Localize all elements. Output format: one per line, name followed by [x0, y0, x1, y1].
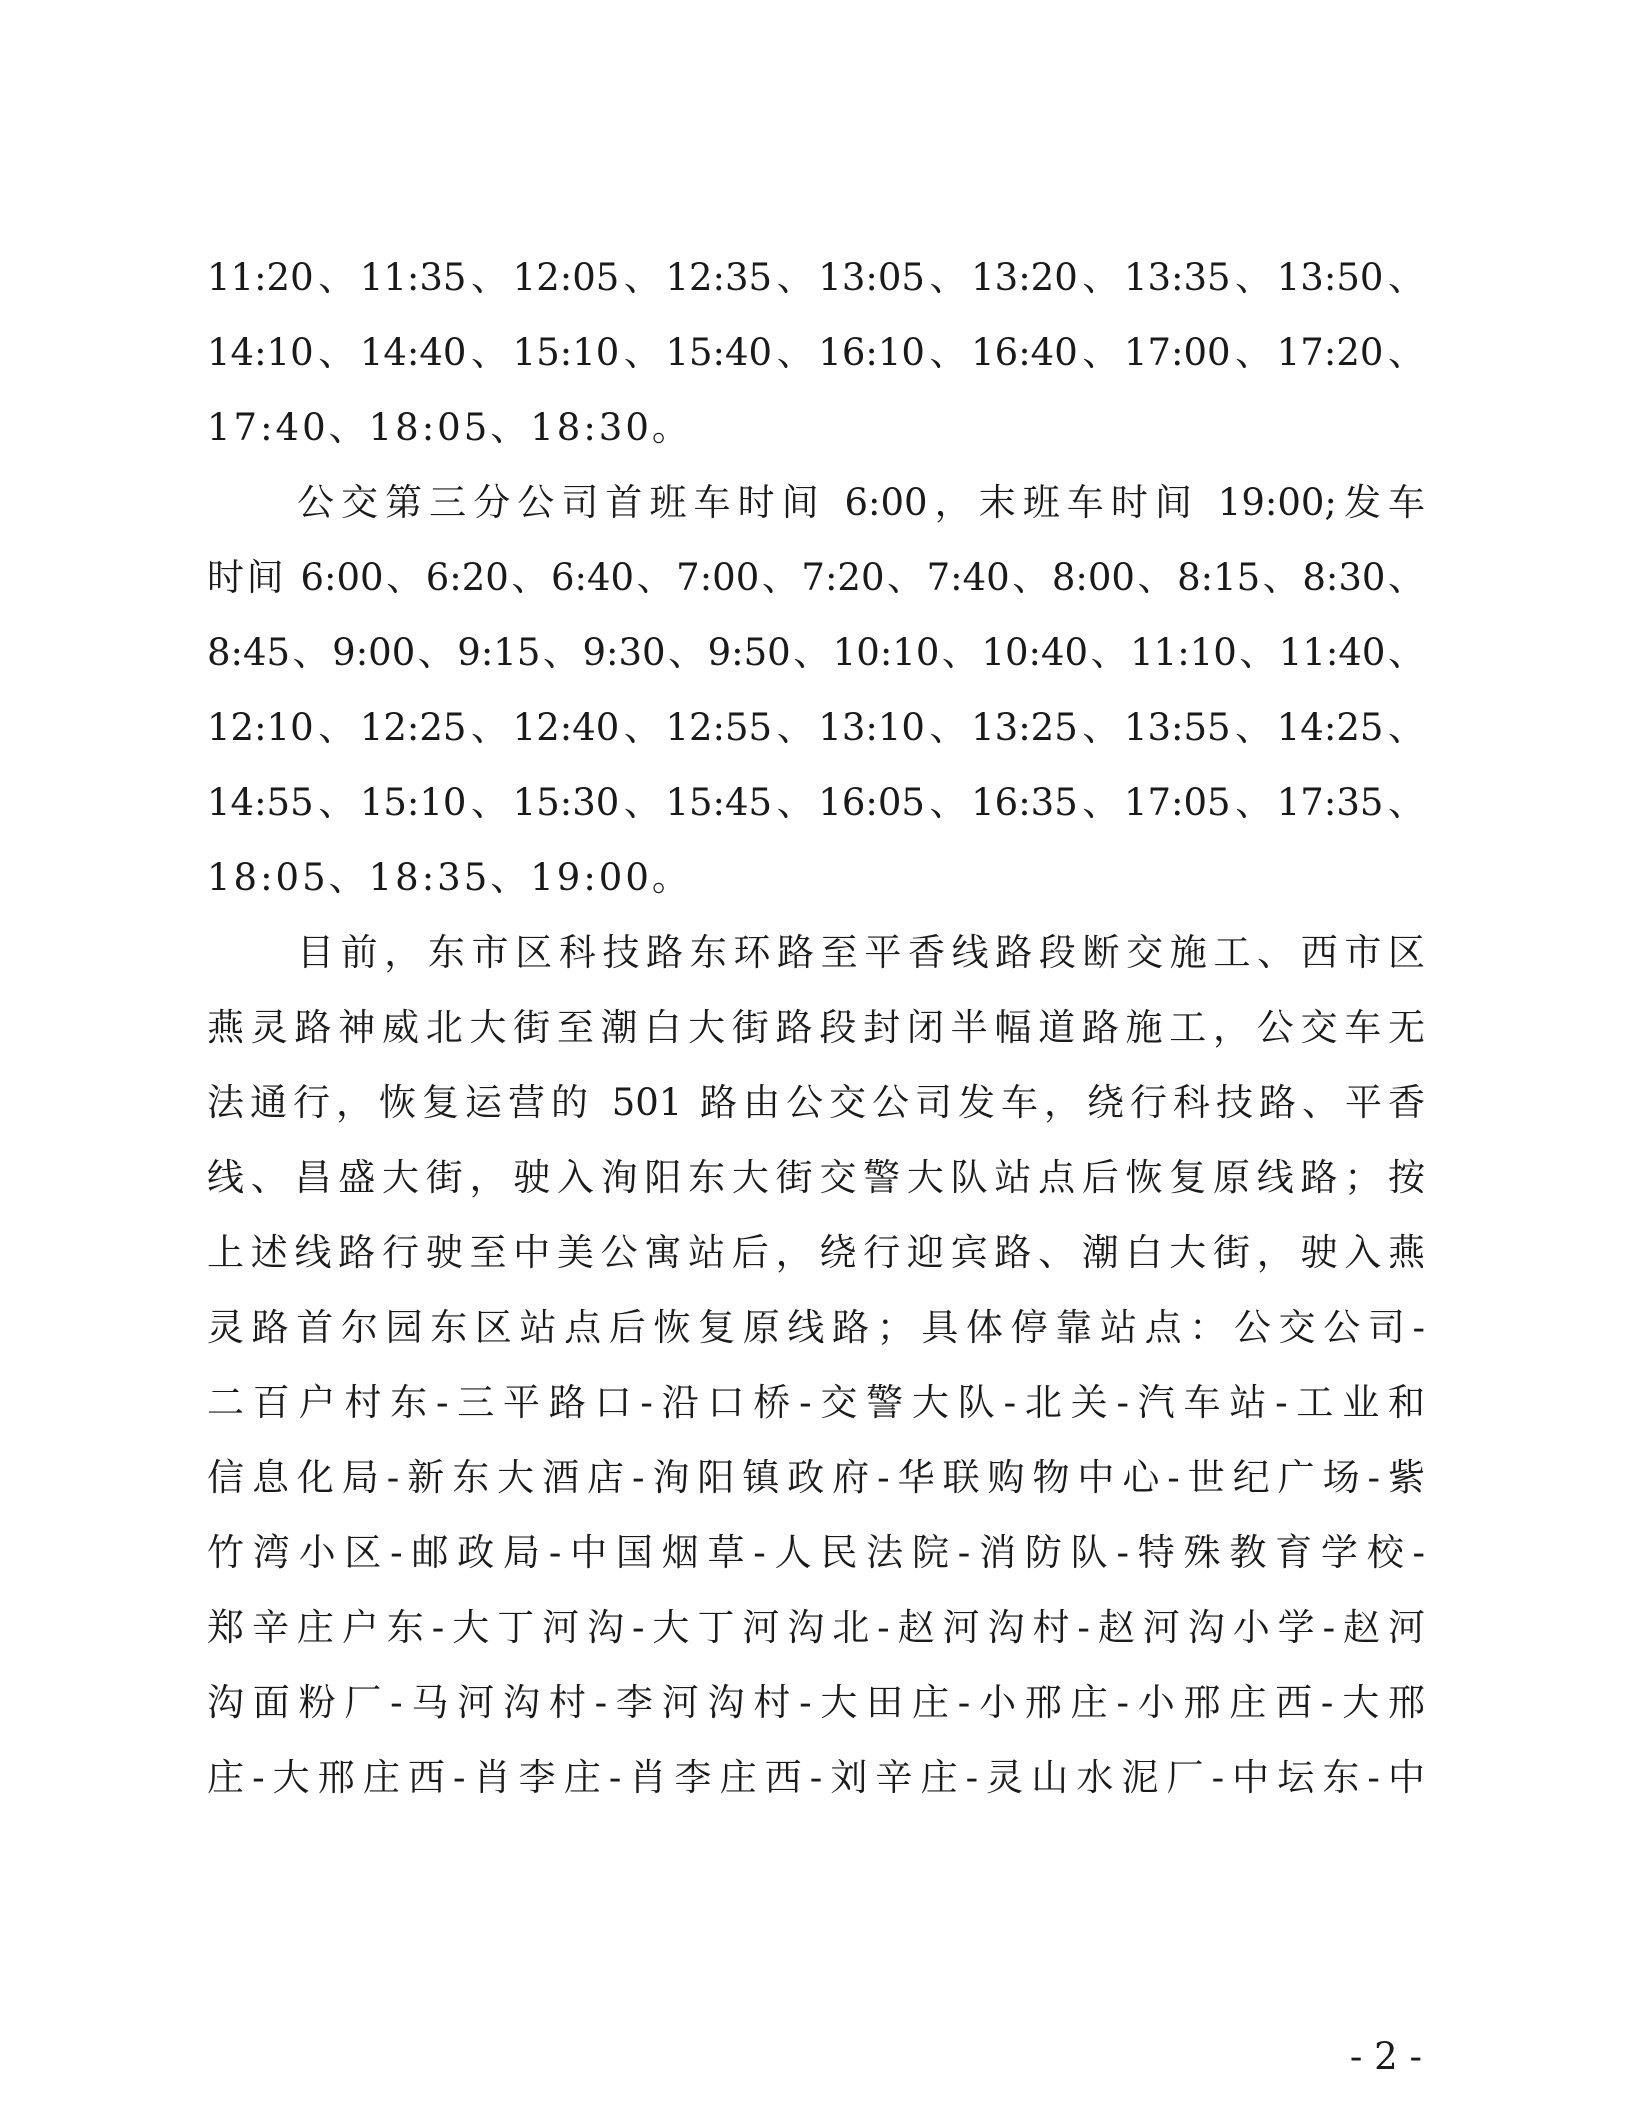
text-line: 沟面粉厂-马河沟村-李河沟村-大田庄-小邢庄-小邢庄西-大邢 [207, 1681, 1425, 1724]
text-line: 灵路首尔园东区站点后恢复原线路；具体停靠站点：公交公司- [207, 1306, 1425, 1349]
text-line: 竹湾小区-邮政局-中国烟草-人民法院-消防队-特殊教育学校- [207, 1531, 1425, 1574]
text-line: 时间 6:00、6:20、6:40、7:00、7:20、7:40、8:00、8:15、8:30、 [207, 556, 1425, 599]
text-line: 上述线路行驶至中美公寓站后，绕行迎宾路、潮白大街，驶入燕 [207, 1231, 1425, 1274]
paragraph-start-line: 目前，东市区科技路东环路至平香线路段断交施工、西市区 [297, 931, 1425, 974]
text-line: 法通行，恢复运营的 501 路由公交公司发车，绕行科技路、平香 [207, 1081, 1425, 1124]
text-line: 二百户村东-三平路口-沿口桥-交警大队-北关-汽车站-工业和 [207, 1381, 1425, 1424]
text-line: 12:10、12:25、12:40、12:55、13:10、13:25、13:55、14:25、 [207, 706, 1425, 749]
text-line: 14:55、15:10、15:30、15:45、16:05、16:35、17:05、17:35、 [207, 781, 1425, 824]
text-line: 信息化局-新东大酒店-洵阳镇政府-华联购物中心-世纪广场-紫 [207, 1456, 1425, 1499]
text-line: 庄-大邢庄西-肖李庄-肖李庄西-刘辛庄-灵山水泥厂-中坛东-中 [207, 1756, 1425, 1799]
page-number: - 2 - [1349, 2035, 1422, 2078]
text-line: 郑辛庄户东-大丁河沟-大丁河沟北-赵河沟村-赵河沟小学-赵河 [207, 1606, 1425, 1649]
text-line: 14:10、14:40、15:10、15:40、16:10、16:40、17:00、17:20、 [207, 331, 1425, 374]
text-line: 17:40、18:05、18:30。 [207, 406, 692, 449]
text-line: 燕灵路神威北大街至潮白大街路段封闭半幅道路施工，公交车无 [207, 1006, 1425, 1049]
text-line: 18:05、18:35、19:00。 [207, 856, 692, 899]
paragraph-start-line: 公交第三分公司首班车时间 6:00，末班车时间 19:00;发车 [297, 481, 1425, 524]
document-body [207, 240, 1425, 1815]
text-line: 线、昌盛大街，驶入洵阳东大街交警大队站点后恢复原线路；按 [207, 1156, 1425, 1199]
text-line: 8:45、9:00、9:15、9:30、9:50、10:10、10:40、11:10、11:40、 [207, 631, 1425, 674]
text-line: 11:20、11:35、12:05、12:35、13:05、13:20、13:35、13:50、 [207, 256, 1425, 299]
